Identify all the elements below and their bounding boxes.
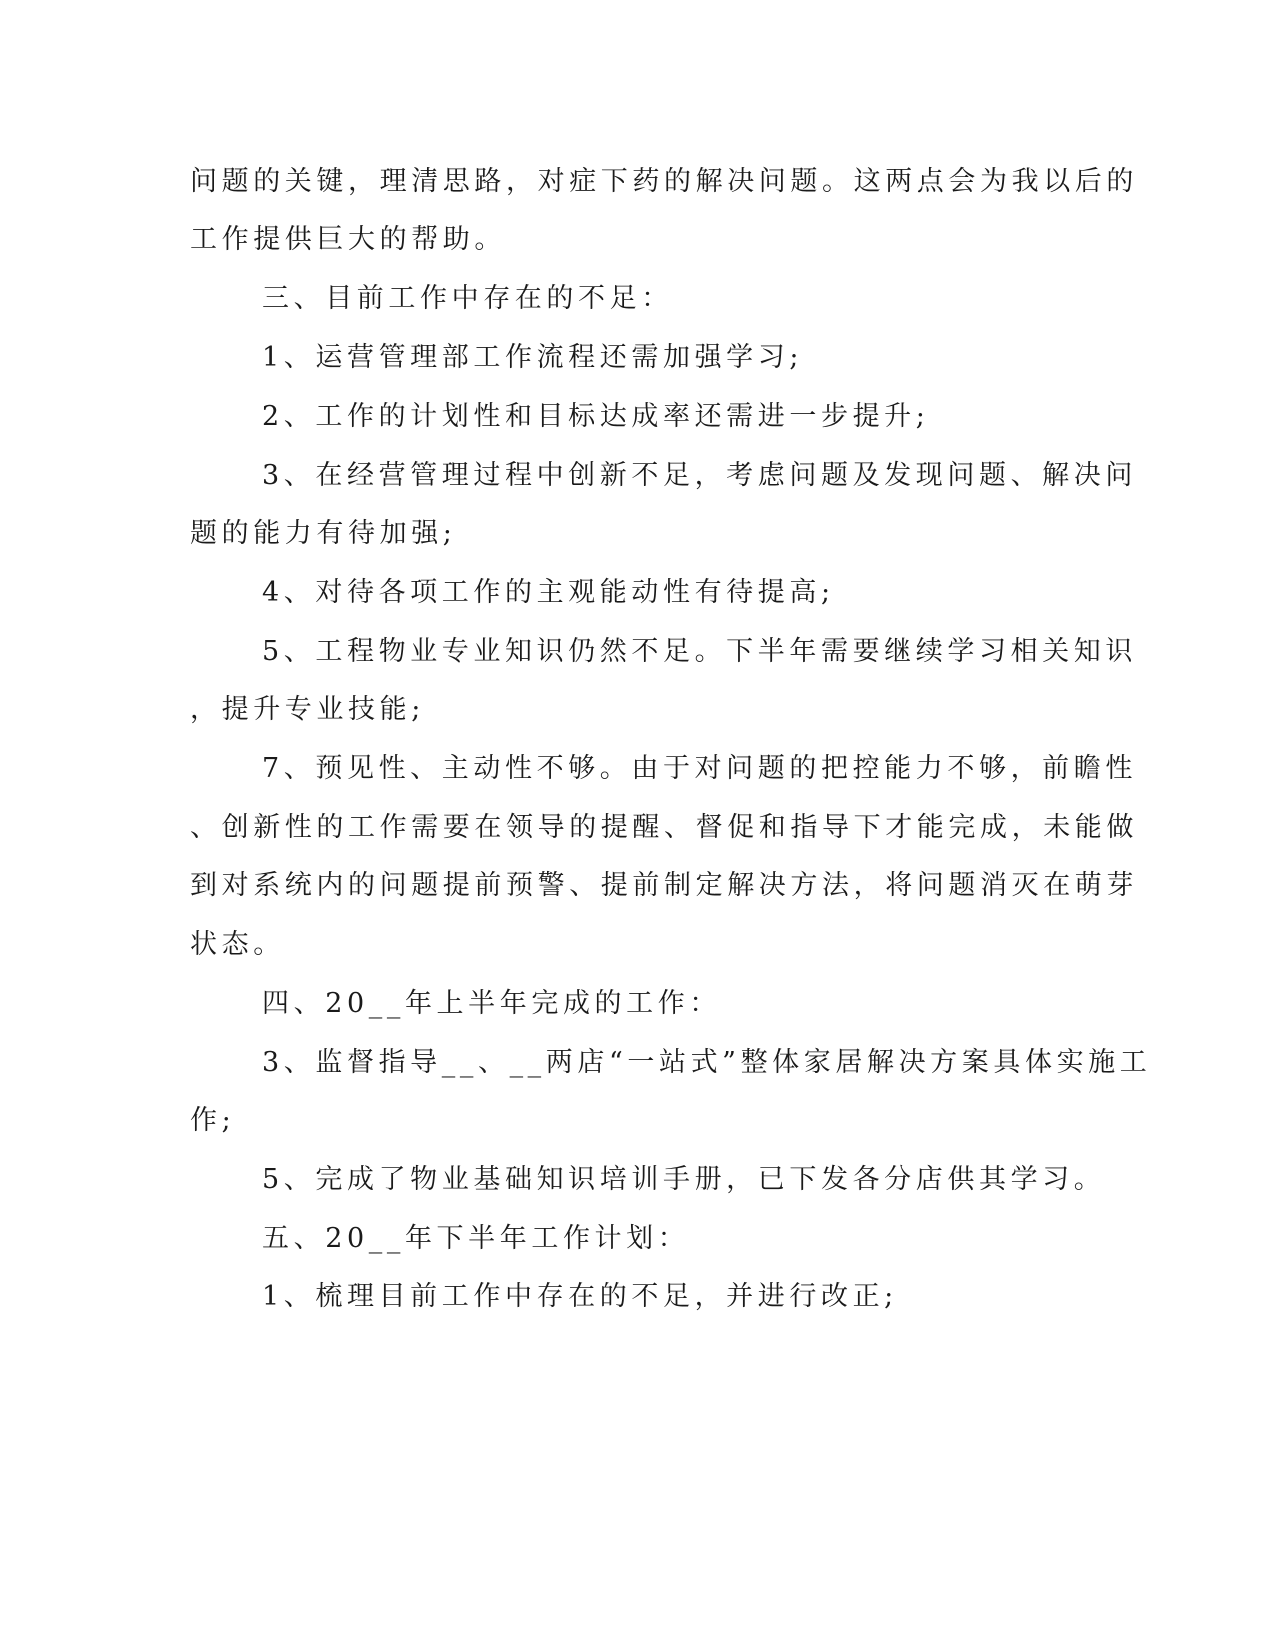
paragraph-line: 题的能力有待加强;: [190, 518, 457, 549]
paragraph-line: 状态。: [190, 929, 285, 960]
list-item: 7、预见性、主动性不够。由于对问题的把控能力不够，前瞻性: [262, 753, 1137, 784]
paragraph-line: 工作提供巨大的帮助。: [190, 224, 506, 255]
list-item: 1、运营管理部工作流程还需加强学习;: [262, 342, 804, 373]
section-heading: 三、目前工作中存在的不足：: [262, 283, 673, 314]
section-heading: 四、20__年上半年完成的工作：: [262, 988, 721, 1019]
list-item: 5、完成了物业基础知识培训手册，已下发各分店供其学习。: [262, 1164, 1106, 1195]
list-item: 3、监督指导__、__两店“一站式”整体家居解决方案具体实施工: [262, 1047, 1152, 1078]
list-item: 2、工作的计划性和目标达成率还需进一步提升;: [262, 401, 930, 432]
list-item: 4、对待各项工作的主观能动性有待提高;: [262, 577, 835, 608]
list-item: 5、工程物业专业知识仍然不足。下半年需要继续学习相关知识: [262, 636, 1137, 667]
list-item: 1、梳理目前工作中存在的不足，并进行改正;: [262, 1281, 898, 1312]
paragraph-line: ，提升专业技能;: [190, 694, 425, 725]
paragraph-line: 到对系统内的问题提前预警、提前制定解决方法，将问题消灭在萌芽: [190, 870, 1138, 901]
section-heading: 五、20__年下半年工作计划：: [262, 1223, 690, 1254]
list-item: 3、在经营管理过程中创新不足，考虑问题及发现问题、解决问: [262, 460, 1137, 491]
paragraph-line: 问题的关键，理清思路，对症下药的解决问题。这两点会为我以后的: [190, 166, 1138, 197]
paragraph-line: 作;: [190, 1105, 236, 1136]
paragraph-line: 、创新性的工作需要在领导的提醒、督促和指导下才能完成，未能做: [190, 812, 1138, 843]
